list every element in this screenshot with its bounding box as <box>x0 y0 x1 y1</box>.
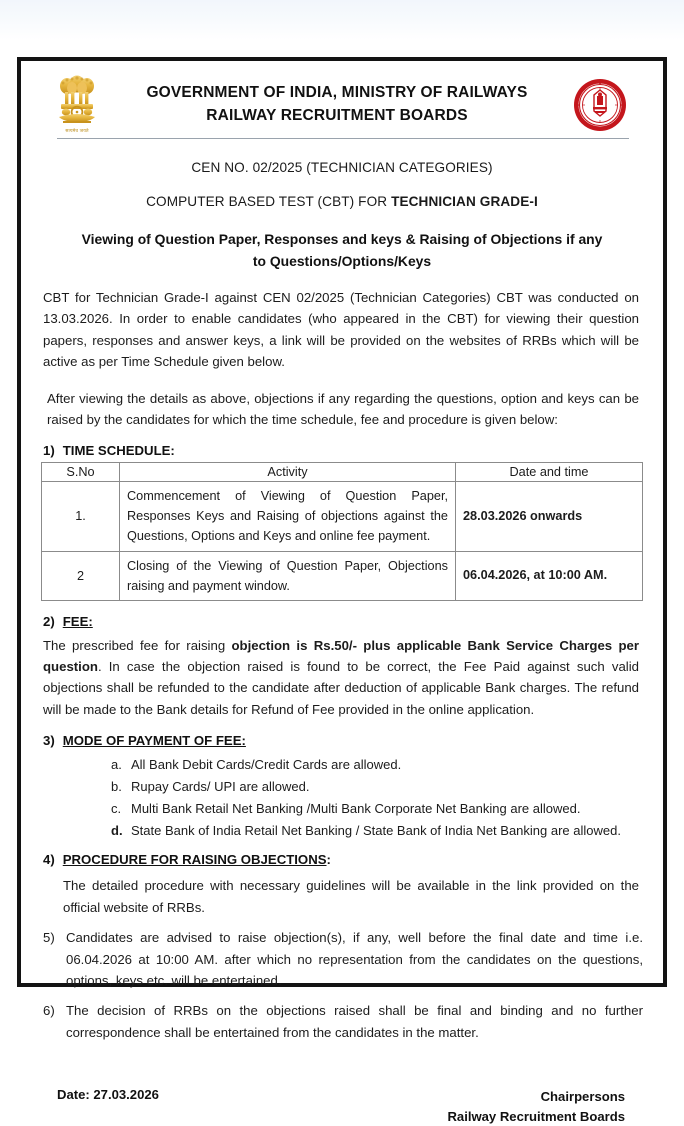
list-text-c: Multi Bank Retail Net Banking /Multi Bank Corporate Net Banking are allowed. <box>131 800 581 816</box>
table-row <box>42 551 643 600</box>
list-item <box>41 754 643 776</box>
indian-railways-logo <box>569 77 631 133</box>
document-footer <box>41 1087 643 1126</box>
section-heading-time-schedule <box>41 443 643 458</box>
cell-activity-1: Commencement of Viewing of Question Paper, Responses Keys and Raising of objections against the Questions, Options and Keys and online fee payment. <box>120 482 456 551</box>
payment-mode-list <box>41 754 643 841</box>
list-text-b: Rupay Cards/ UPI are allowed. <box>131 778 310 794</box>
intro-paragraph: CBT for Technician Grade-I against CEN 02/2025 (Technician Categories) CBT was conducted on 13.03.2026. In order to enable candidates (who appeared in the CBT) for viewing their question papers, responses and answer keys, a link will be provided on the websites of RRBs which will be active as per Time Schedule given below. <box>43 290 639 370</box>
fee-text-part1: The prescribed fee for raising <box>43 637 232 653</box>
cell-date-1: 28.03.2026 onwards <box>456 482 643 551</box>
list-text-a: All Bank Debit Cards/Credit Cards are allowed. <box>131 757 402 773</box>
time-schedule-table <box>41 462 643 600</box>
section-title-1: TIME SCHEDULE: <box>62 443 175 459</box>
list-marker-c: c. <box>111 800 122 816</box>
item-text-5: Candidates are advised to raise objection(s), if any, well before the final date and time i.e. 06.04.2026 at 10:00 AM. after which no representation from the candidates on the questions, options, keys etc. will be entertained. <box>66 930 643 988</box>
emblem-svg <box>54 75 100 127</box>
footer-date: Date: 27.03.2026 <box>57 1087 159 1103</box>
notice-title-line1: Viewing of Question Paper, Responses and keys & Raising of Objections if any <box>81 231 603 247</box>
document-header <box>41 71 643 134</box>
section-number-3: 3) <box>43 733 55 749</box>
section-number-1: 1) <box>43 443 55 459</box>
signatory-org: Railway Recruitment Boards <box>447 1108 625 1124</box>
cell-sno-1: 1. <box>42 482 120 551</box>
section-heading-procedure <box>41 852 643 867</box>
item-number-6: 6) <box>43 1003 55 1019</box>
cell-date-2: 06.04.2026, at 10:00 AM. <box>456 551 643 600</box>
fee-paragraph <box>41 635 643 721</box>
item-text-6: The decision of RRBs on the objections raised shall be final and binding and no further correspondence shall be entertained from the candidates in the matter. <box>66 1003 643 1040</box>
org-name-line2: RAILWAY RECRUITMENT BOARDS <box>206 106 468 124</box>
section-number-4: 4) <box>43 852 55 868</box>
india-national-emblem <box>49 75 105 134</box>
table-row <box>42 482 643 551</box>
list-marker-a: a. <box>111 757 122 773</box>
section-number-2: 2) <box>43 613 55 629</box>
notice-page <box>17 57 667 1124</box>
railways-logo-svg <box>572 77 628 133</box>
column-header-sno: S.No <box>42 463 120 482</box>
list-marker-d: d. <box>111 822 123 838</box>
org-name-line1: GOVERNMENT OF INDIA, MINISTRY OF RAILWAYS <box>146 84 528 102</box>
section-title-3: MODE OF PAYMENT OF FEE: <box>62 733 246 749</box>
header-divider <box>57 138 629 139</box>
section-title-2: FEE: <box>62 613 93 629</box>
fee-text-bold: objection is Rs.50/- plus applicable Bank Service Charges per question <box>43 637 639 675</box>
list-text-d: State Bank of India Retail Net Banking / State Bank of India Net Banking are allowed. <box>131 822 621 838</box>
section-heading-fee <box>41 614 643 629</box>
list-item <box>41 776 643 798</box>
signatory-title: Chairpersons <box>540 1089 625 1105</box>
section-title-4: PROCEDURE FOR RAISING OBJECTIONS <box>62 852 327 868</box>
procedure-paragraph: The detailed procedure with necessary guidelines will be available in the link provided on the official website of RRBs. <box>63 878 639 915</box>
cen-number-line: CEN NO. 02/2025 (TECHNICIAN CATEGORIES) <box>191 160 493 175</box>
cell-activity-2: Closing of the Viewing of Question Paper, Objections raising and payment window. <box>120 551 456 600</box>
section-heading-mode-of-payment <box>41 733 643 748</box>
list-item <box>41 798 643 820</box>
cbt-exam-line <box>41 194 643 209</box>
footer-signature <box>447 1087 625 1126</box>
fee-text-part2: . In case the objection raised is found to be correct, the Fee Paid against such valid objections shall be refunded to the candidate after deduction of applicable Bank charges. The refund will be made to the Bank details for Refund of Fee provided in the online application. <box>43 659 639 717</box>
numbered-item-6 <box>41 1000 643 1043</box>
header-titles <box>105 82 569 127</box>
ashoka-lion-capital-icon <box>54 75 100 127</box>
second-paragraph: After viewing the details as above, objections if any regarding the questions, option and keys can be raised by the candidates for which the time schedule, fee and procedure is given below: <box>47 390 639 427</box>
satyameva-jayate-text: सत्यमेव जयते <box>65 129 89 134</box>
item-number-5: 5) <box>43 930 55 946</box>
table-header-row <box>42 463 643 482</box>
section-title-4-wrap <box>63 852 331 867</box>
cbt-prefix: COMPUTER BASED TEST (CBT) FOR <box>146 194 392 209</box>
column-header-date: Date and time <box>456 463 643 482</box>
list-item <box>41 820 643 842</box>
numbered-item-5 <box>41 927 643 991</box>
list-marker-b: b. <box>111 778 122 794</box>
notice-title-line2: to Questions/Options/Keys <box>252 252 432 269</box>
cbt-grade: TECHNICIAN GRADE-I <box>391 194 538 209</box>
notice-title <box>41 229 643 272</box>
cell-sno-2: 2 <box>42 551 120 600</box>
section-title-4-suffix: : <box>326 852 331 868</box>
column-header-activity: Activity <box>120 463 456 482</box>
